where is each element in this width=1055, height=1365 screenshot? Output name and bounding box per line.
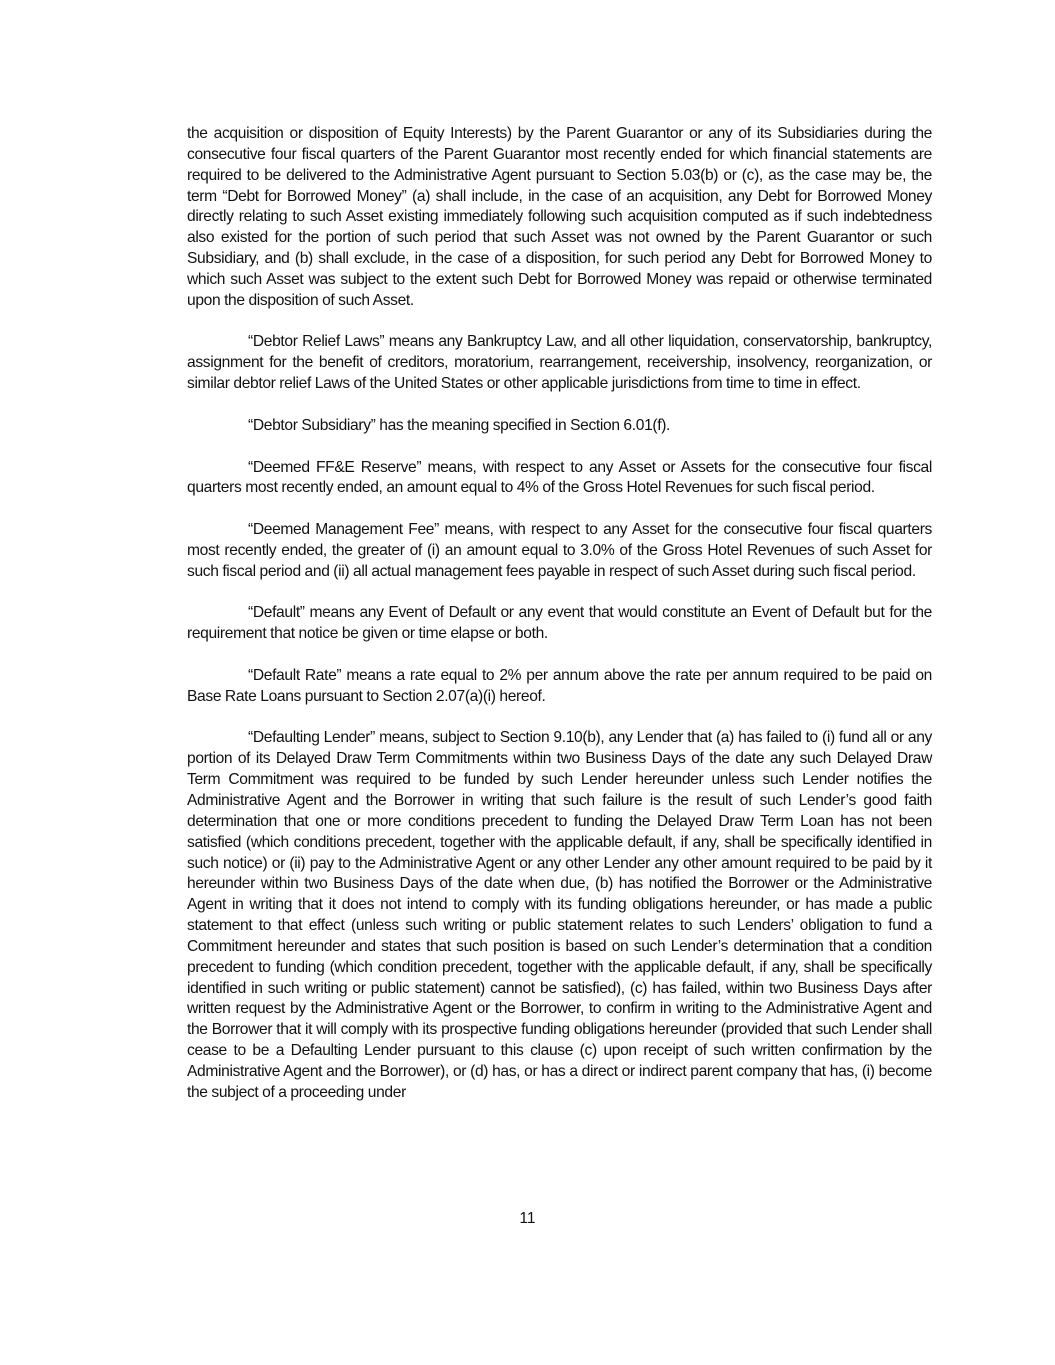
document-body <box>187 124 932 1125</box>
paragraph-deemed-ffe-reserve: “Deemed FF&E Reserve” means, with respect to any Asset or Assets for the consecutive four fiscal quarters most recently ended, an amount equal to 4% of the Gross Hotel Revenues for such fiscal period. <box>187 458 932 497</box>
paragraph-debtor-relief-laws: “Debtor Relief Laws” means any Bankruptcy Law, and all other liquidation, conservatorship, bankruptcy, assignment for the benefit of creditors, moratorium, rearrangement, receivership, insolvency, reorganization, or similar debtor relief Laws of the United States or other applicable jurisdictions from time to time in effect. <box>187 333 932 393</box>
paragraph-deemed-management-fee: “Deemed Management Fee” means, with respect to any Asset for the consecutive four fiscal quarters most recently ended, the greater of (i) an amount equal to 3.0% of the Gross Hotel Revenues of such Asset for such fiscal period and (ii) all actual management fees payable in respect of such Asset during such fiscal period. <box>187 521 932 580</box>
page-number: 11 <box>519 1210 536 1227</box>
paragraph-default-rate: “Default Rate” means a rate equal to 2% per annum above the rate per annum required to be paid on Base Rate Loans pursuant to Section 2.07(a)(i) hereof. <box>187 666 932 705</box>
paragraph-defaulting-lender: “Defaulting Lender” means, subject to Section 9.10(b), any Lender that (a) has failed to (i) fund all or any portion of its Delayed Draw Term Commitments within two Business Days of the date any such Delayed Draw Term Commitment was required to be funded by such Lender hereunder unless such Lender notifies the Administrative Agent and the Borrower in writing that such failure is the result of such Lender’s good faith determination that one or more conditions precedent to funding the Delayed Draw Term Loan has not been satisfied (which conditions precedent, together with the applicable default, if any, shall be specifically identified in such notice) or (ii) pay to the Administrative Agent or any other Lender any other amount required to be paid by it hereunder within two Business Days of the date when due, (b) has notified the Borrower or the Administrative Agent in writing that it does not intend to comply with its funding obligations hereunder, or has made a public statement to that effect (unless such writing or public statement relates to such Lenders’ obligation to fund a Commitment hereunder and states that such position is based on such Lender’s determination that a condition precedent to funding (which condition precedent, together with the applicable default, if any, shall be specifically identified in such writing or public statement) cannot be satisfied), (c) has failed, within two Business Days after written request by the Administrative Agent or the Borrower, to confirm in writing to the Administrative Agent and the Borrower that it will comply with its prospective funding obligations hereunder (provided that such Lender shall cease to be a Defaulting Lender pursuant to this clause (c) upon receipt of such written confirmation by the Administrative Agent and the Borrower), or (d) has, or has a direct or indirect parent company that has, (i) become the subject of a proceeding under <box>187 729 932 1101</box>
paragraph-debtor-subsidiary: “Debtor Subsidiary” has the meaning specified in Section 6.01(f). <box>248 416 671 434</box>
paragraph-debt-borrowed-money-continuation: the acquisition or disposition of Equity Interests) by the Parent Guarantor or any of its Subsidiaries during the consecutive four fiscal quarters of the Parent Guarantor most recently ended for which financial statements are required to be delivered to the Administrative Agent pursuant to Section 5.03(b) or (c), as the case may be, the term “Debt for Borrowed Money” (a) shall include, in the case of an acquisition, any Debt for Borrowed Money directly relating to such Asset existing immediately following such acquisition computed as if such indebtedness also existed for the portion of such period that such Asset was not owned by the Parent Guarantor or such Subsidiary, and (b) shall exclude, in the case of a disposition, for such period any Debt for Borrowed Money to which such Asset was subject to the extent such Debt for Borrowed Money was repaid or otherwise terminated upon the disposition of such Asset. <box>187 125 932 309</box>
paragraph-default: “Default” means any Event of Default or any event that would constitute an Event of Default but for the requirement that notice be given or time elapse or both. <box>187 604 932 643</box>
